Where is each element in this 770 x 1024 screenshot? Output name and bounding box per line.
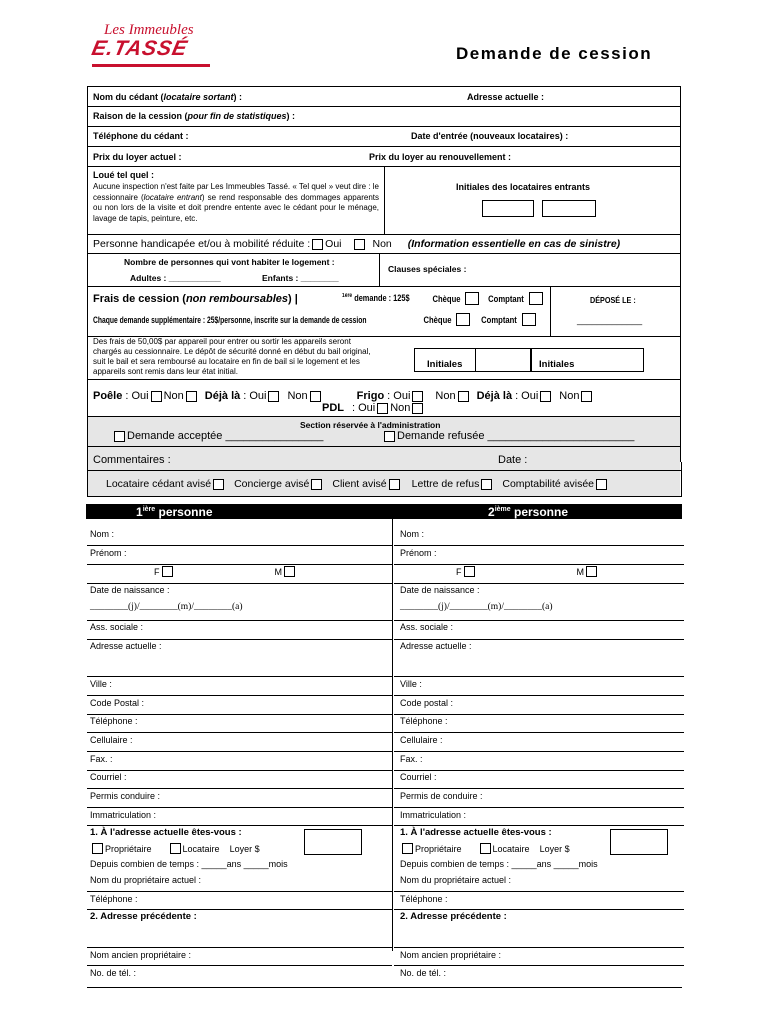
p1-proprietaire-label: Propriétaire [105,844,152,854]
p2-f-label: F [456,567,462,577]
p2-row-divider [394,732,684,733]
handicap-note: (Information essentielle en cas de sinistre) [407,238,621,250]
frigo-deja-non-label: Non [559,390,580,402]
p2-fax-label: Fax. : [400,754,423,764]
lettre-checkbox[interactable] [481,479,492,490]
p1-adresse-prec-label: 2. Adresse précédente : [90,911,197,922]
frais-cheque2-option: Chèque [421,313,472,326]
person1-fields [87,519,392,989]
frais-cheque-option: Chèque [430,292,481,305]
locataire-avise-label: Locataire cédant avisé [106,478,212,490]
initiales-box-1[interactable] [482,200,534,217]
person2-title: 2ième personne [488,505,569,519]
p2-row-divider [394,545,684,546]
p1-ass-label: Ass. sociale : [90,622,144,632]
p1-row-divider [87,770,392,771]
initiales-appareils-2-label: Initiales [539,359,575,370]
p1-courriel-label: Courriel : [90,772,127,782]
adresse-actuelle-label: Adresse actuelle : [467,92,545,102]
p1-sexe-row [154,566,297,577]
poele-oui-checkbox[interactable] [151,391,162,402]
date-entree-label: Date d'entrée (nouveaux locataires) : [411,131,569,141]
handicap-non-checkbox[interactable] [354,239,365,250]
p2-nom-label: Nom : [400,529,425,539]
p1-statut-row [90,843,260,854]
client-label: Client avisé [332,478,387,490]
poele-label: Poêle [93,390,123,402]
p1-depuis-label: Depuis combien de temps : _____ans _____mois [90,859,288,869]
p1-row-divider [87,788,392,789]
poele-non-label: Non [163,390,184,402]
acceptee-label: Demande acceptée ________________ [127,430,324,442]
p1-f-label: F [154,567,160,577]
frais-comptant-checkbox[interactable] [529,292,543,305]
p2-row-divider [394,909,684,910]
concierge-label: Concierge avisé [234,478,310,490]
frigo-non-checkbox[interactable] [458,391,469,402]
prix-renouv-label: Prix du loyer au renouvellement : [369,152,512,162]
p2-locataire-checkbox[interactable] [480,843,491,854]
p1-permis1-label: Permis conduire : [90,791,161,801]
commentaires-label: Commentaires : [93,454,171,466]
p1-no-tel-label: No. de tél. : [90,968,137,978]
pdl-non-label: Non [390,402,411,414]
p2-row-divider [394,770,684,771]
p1-m-label: M [274,567,282,577]
frigo-oui-checkbox[interactable] [412,391,423,402]
p2-sexe-row [456,566,599,577]
persons-header [86,504,682,519]
p2-row-divider [394,825,684,826]
initiales-appareils-2[interactable] [530,348,644,372]
enfants-field[interactable]: Enfants : ________ [262,273,339,283]
p1-row-divider [87,891,392,892]
handicap-non-label: Non [372,238,392,250]
p1-tel-label: Téléphone : [90,716,138,726]
p2-row-divider [394,676,684,677]
nombre-personnes-label: Nombre de personnes qui vont habiter le logement : [124,257,335,267]
p1-nom-proprio-label: Nom du propriétaire actuel : [90,875,202,885]
loue-title: Loué tel quel : [93,170,155,180]
frais-label: Frais de cession (non remboursables) | [93,293,298,305]
p2-loyer-label: Loyer $ [539,844,570,854]
frigo-deja-oui-checkbox[interactable] [540,391,551,402]
p1-prenom-label: Prénom : [90,548,127,558]
depose-label: DÉPOSÉ LE : [590,295,636,305]
frais-cheque-checkbox[interactable] [465,292,479,305]
p2-proprietaire-checkbox[interactable] [402,843,413,854]
page-title: Demande de cession [456,44,653,63]
p2-row-divider [394,620,684,621]
p2-ancien-proprio-label: Nom ancien propriétaire : [400,950,502,960]
p2-row-divider [394,788,684,789]
p2-adresse-prec-label: 2. Adresse précédente : [400,911,507,922]
initiales-appareils-1[interactable] [414,348,532,372]
p2-dob-fmt-label: ________(j)/________(m)/________(a) [400,602,553,612]
p1-immat-label: Immatriculation : [90,810,157,820]
frais-comptant-option: Comptant [485,292,545,305]
refusee-checkbox[interactable] [384,431,395,442]
p1-row-divider [87,620,392,621]
poele-oui-label: : Oui [125,390,149,402]
admin-title: Section réservée à l'administration [300,420,441,430]
p2-locataire-label: Locataire [492,844,530,854]
p1-row-divider [87,965,392,966]
p1-row-divider [87,564,392,565]
pdl-non-checkbox[interactable] [412,403,423,414]
refusee-label: Demande refusée ________________________ [397,430,635,442]
p1-statut-box[interactable] [304,829,362,855]
frigo-non-label: Non [435,390,456,402]
handicap-row [93,238,620,250]
p2-row-divider [394,751,684,752]
frigo-label: Frigo [356,390,385,402]
p2-cell-label: Cellulaire : [400,735,443,745]
p1-row-divider [87,639,392,640]
p1-fax-label: Fax. : [90,754,113,764]
pdl-row [322,402,425,414]
p1-adresse-q-label: 1. À l'adresse actuelle êtes-vous : [90,827,242,838]
nom-cedant-label: Nom du cédant (locataire sortant) : [93,92,243,102]
p1-locataire-checkbox[interactable] [170,843,181,854]
frigo-deja-non-checkbox[interactable] [581,391,592,402]
logo-bottom-text: E.TASSÉ [89,37,190,60]
p1-ancien-proprio-label: Nom ancien propriétaire : [90,950,192,960]
initiales-box-2[interactable] [542,200,596,217]
p1-row-divider [87,825,392,826]
p1-locataire-label: Locataire [182,844,220,854]
poele-non-checkbox[interactable] [186,391,197,402]
compta-checkbox[interactable] [596,479,607,490]
acceptee-checkbox[interactable] [114,431,125,442]
p2-row-divider [394,947,684,948]
chaque-demande-text: Chaque demande supplémentaire : 25$/personne, inscrite sur la demande de cession [93,315,367,325]
p1-row-divider [87,909,392,910]
poele-deja-oui-label: : Oui [243,390,267,402]
p2-prenom-label: Prénom : [400,548,437,558]
raison-label: Raison de la cession (pour fin de statistiques) : [93,111,296,121]
p1-m-checkbox[interactable] [284,566,295,577]
p1-row-divider [87,676,392,677]
p1-row-divider [87,732,392,733]
p1-dob-label: Date de naissance : [90,585,170,595]
compta-label: Comptabilité avisée [502,478,595,490]
p1-nom-label: Nom : [90,529,115,539]
adultes-field[interactable]: Adultes : ___________ [130,273,221,283]
prix-actuel-label: Prix du loyer actuel : [93,152,182,162]
appareils-text: Des frais de 50,00$ par appareil pour entrer ou sortir les appareils seront chargés au cessionnaire. Le dépôt de sécurité donné en début du bail original, suit le bail et sera remboursé au locataire en fin de bail si le logement et les appareils sont remis dans leur état initial. [93,337,371,376]
person1-title: $1^{ière}$ personne [136,505,213,519]
p2-tel-label: Téléphone : [400,716,448,726]
handicap-oui-label: Oui [325,238,342,250]
p2-proprietaire-label: Propriétaire [415,844,462,854]
p1-code1-label: Code Postal : [90,698,145,708]
p1-row-divider [87,545,392,546]
loue-text: Aucune inspection n'est faite par Les Immeubles Tassé. « Tel quel » veut dire : le cessionnaire (locataire entrant) se rend responsable des dommages apparents ou non lors de la visite et doit prendre entente avec le cédant pour le ménage, lavage de tapis, peinture, etc. [93,182,379,223]
p2-depuis-label: Depuis combien de temps : _____ans _____mois [400,859,598,869]
p2-m-label: M [576,567,584,577]
poele-deja-oui-checkbox[interactable] [268,391,279,402]
p1-row-divider [87,583,392,584]
p1-row-divider [87,714,392,715]
p2-no-tel-label: No. de tél. : [400,968,447,978]
p2-m-checkbox[interactable] [586,566,597,577]
p1-proprietaire-checkbox[interactable] [92,843,103,854]
handicap-label: Personne handicapée et/ou à mobilité réduite : [93,238,311,250]
frais-comptant2-option: Comptant [478,313,538,326]
premiere-demande: $^{1ère}$ demande : 125$ [342,293,410,303]
p2-row-divider [394,891,684,892]
pdl-oui-label: : Oui [352,402,376,414]
p1-loyer-label: Loyer $ [229,844,260,854]
p2-row-divider [394,695,684,696]
frigo-deja-label: Déjà là [476,390,513,402]
client-checkbox[interactable] [389,479,400,490]
p2-ville-label: Ville : [400,679,422,689]
p2-row-divider [394,965,684,966]
p2-tel2-label: Téléphone : [400,894,448,904]
p2-f-checkbox[interactable] [464,566,475,577]
p1-f-checkbox[interactable] [162,566,173,577]
frais-comptant2-checkbox[interactable] [522,313,536,326]
locataire-avise-checkbox[interactable] [213,479,224,490]
p1-row-divider [87,947,392,948]
p2-row-divider [394,714,684,715]
poele-deja-non-label: Non [287,390,308,402]
depose-line[interactable]: _____________ [577,315,643,325]
p1-row-divider [87,807,392,808]
frais-cheque2-checkbox[interactable] [456,313,470,326]
p2-row-divider [394,564,684,565]
p2-row-divider [394,639,684,640]
poele-row [93,390,594,402]
pdl-oui-checkbox[interactable] [377,403,388,414]
p2-adresse-q-label: 1. À l'adresse actuelle êtes-vous : [400,827,552,838]
logo-top-text: Les Immeubles [104,22,194,38]
poele-deja-non-checkbox[interactable] [310,391,321,402]
logo-underline [92,64,210,67]
clauses-label: Clauses spéciales : [388,264,467,274]
frigo-deja-oui-label: : Oui [515,390,539,402]
initiales-appareils-1-label: Initiales [427,359,463,370]
p1-dob-fmt-label: ________(j)/________(m)/________(a) [90,602,243,612]
initiales-entrants-label: Initiales des locataires entrants [456,182,591,192]
date-label: Date : [498,454,528,466]
poele-deja-label: Déjà là [204,390,241,402]
avis-row [106,478,609,490]
p2-permis2-label: Permis de conduire : [400,791,483,801]
person2-fields [394,519,684,989]
p2-adresse-label: Adresse actuelle : [400,641,472,651]
p1-row-divider [87,751,392,752]
frigo-oui-label: : Oui [387,390,411,402]
p2-immat-label: Immatriculation : [400,810,467,820]
p2-code2-label: Code postal : [400,698,454,708]
p1-adresse-label: Adresse actuelle : [90,641,162,651]
p2-courriel-label: Courriel : [400,772,437,782]
p1-row-divider [87,695,392,696]
concierge-checkbox[interactable] [311,479,322,490]
bottom-divider [87,987,682,988]
p2-nom-proprio-label: Nom du propriétaire actuel : [400,875,512,885]
p1-cell-label: Cellulaire : [90,735,133,745]
p2-statut-row [400,843,570,854]
demande-acceptee [112,430,323,442]
p2-row-divider [394,583,684,584]
handicap-oui-checkbox[interactable] [312,239,323,250]
company-logo [89,22,212,70]
pdl-label: PDL [322,402,344,414]
p2-ass-label: Ass. sociale : [400,622,454,632]
p1-tel2-label: Téléphone : [90,894,138,904]
p2-row-divider [394,807,684,808]
p2-dob-label: Date de naissance : [400,585,480,595]
telephone-cedant-label: Téléphone du cédant : [93,131,189,141]
lettre-label: Lettre de refus [411,478,480,490]
p1-ville-label: Ville : [90,679,112,689]
demande-refusee [382,430,634,442]
p2-statut-box[interactable] [610,829,668,855]
